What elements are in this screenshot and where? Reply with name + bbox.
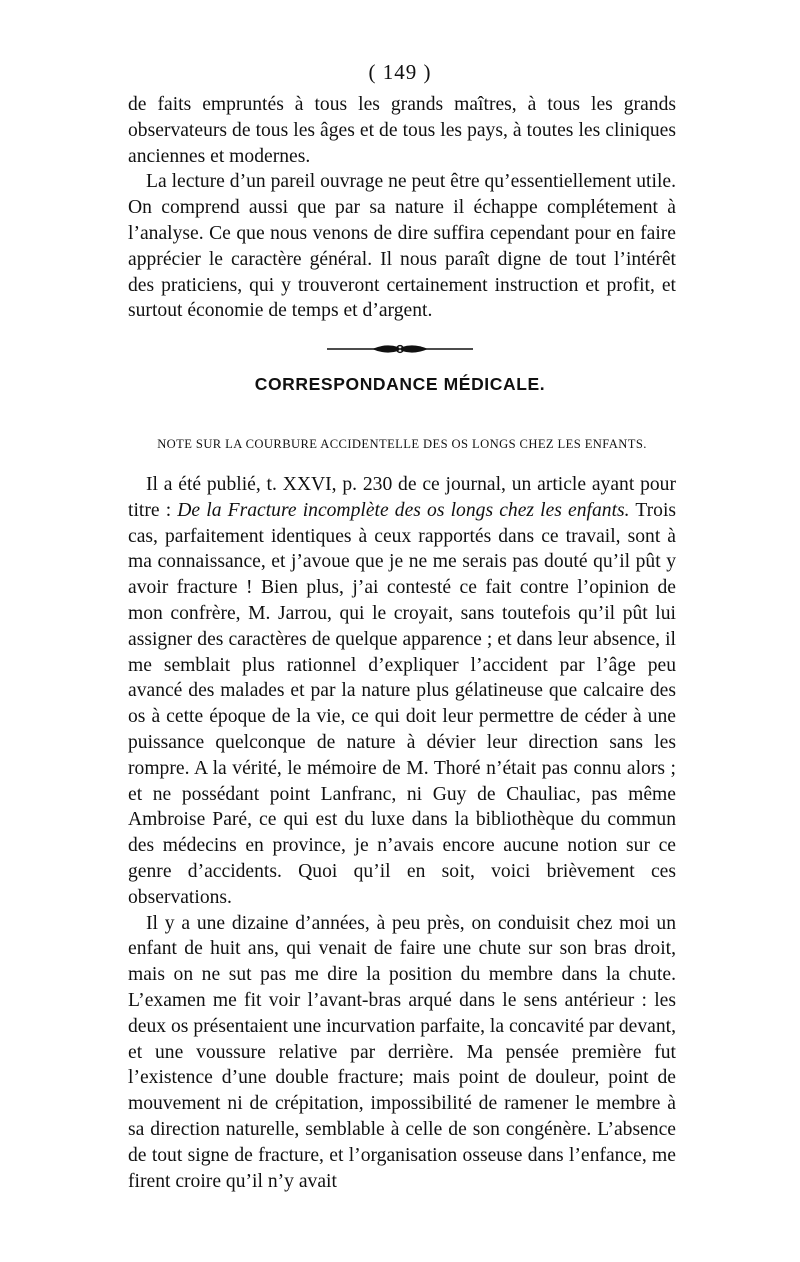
section-title: CORRESPONDANCE MÉDICALE. (254, 374, 546, 394)
article-title: NOTE SUR LA COURBURE ACCIDENTELLE DES OS LONGS CHEZ LES ENFANTS. (157, 437, 647, 451)
intro-text-block (128, 92, 676, 324)
ornamental-divider-icon (0, 342, 800, 356)
article-paragraph-2: Il y a une dizaine d’années, à peu près, on conduisit chez moi un enfant de huit ans, qui venait de faire une chute sur son bras droit, mais on ne sut pas me dire la position du membre dans la chute. L’examen me fit voir l’avant-bras arqué dans le sens antérieur : les deux os présentaient une incurvation parfaite, la concavité par devant, et une voussure relative par derrière. Ma pensée première fut l’existence d’une double fracture; mais point de douleur, point de mouvement ni de crépitation, impossibilité de ramener le membre à sa direction naturelle, semblable à celle de son congénère. L’absence de tout signe de fracture, et l’organisation osseuse dans l’enfance, me firent croire qu’il n’y avait (128, 912, 676, 1192)
cited-article-title: De la Fracture incomplète des os longs chez les enfants. (177, 499, 630, 521)
article-paragraph-1-start: Il a été publié, t. XXVI, p. 230 de ce journal, un article ayant pour titre : (128, 474, 676, 521)
intro-paragraph-continuation: de faits empruntés à tous les grands maîtres, à tous les grands observateurs de tous les âges et de tous les pays, à toutes les cliniques anciennes et modernes. (128, 94, 676, 167)
article-text-block (128, 472, 676, 1194)
page-number: ( 149 ) (368, 60, 432, 84)
intro-paragraph: La lecture d’un pareil ouvrage ne peut être qu’essentiellement utile. On comprend aussi que par sa nature il échappe complétement à l’analyse. Ce que nous venons de dire suffira cependant pour en faire apprécier le caractère général. Il nous paraît digne de tout l’intérêt des praticiens, qui y trouveront certainement instruction et profit, et surtout économie de temps et d’argent. (128, 171, 676, 322)
article-paragraph-1 (128, 472, 676, 911)
article-paragraph-1-rest: Trois cas, parfaitement identiques à ceux rapportés dans ce travail, sont à ma connaissance, et j’avoue que je ne me serais pas douté qu’il pût y avoir fracture ! Bien plus, j’ai contesté ce fait contre l’opinion de mon confrère, M. Jarrou, qui le croyait, sans toutefois qu’il pût lui assigner des caractères de quelque apparence ; et dans leur absence, il me semblait plus rationnel d’expliquer l’accident par l’âge peu avancé des malades et par la nature plus gélatineuse que calcaire des os à cette époque de la vie, ce qui doit leur permettre de céder à une puissance quelconque de nature à dévier leur direction sans les rompre. A la vérité, le mémoire de M. Thoré n’était pas connu alors ; et ne possédant point Lanfranc, ni Guy de Chauliac, pas même Ambroise Paré, ce qui est du luxe dans la bibliothèque du commun des médecins en province, je n’avais encore aucune notion sur ce genre d’accidents. Quoi qu’il en soit, voici brièvement ces observations. (128, 499, 677, 908)
